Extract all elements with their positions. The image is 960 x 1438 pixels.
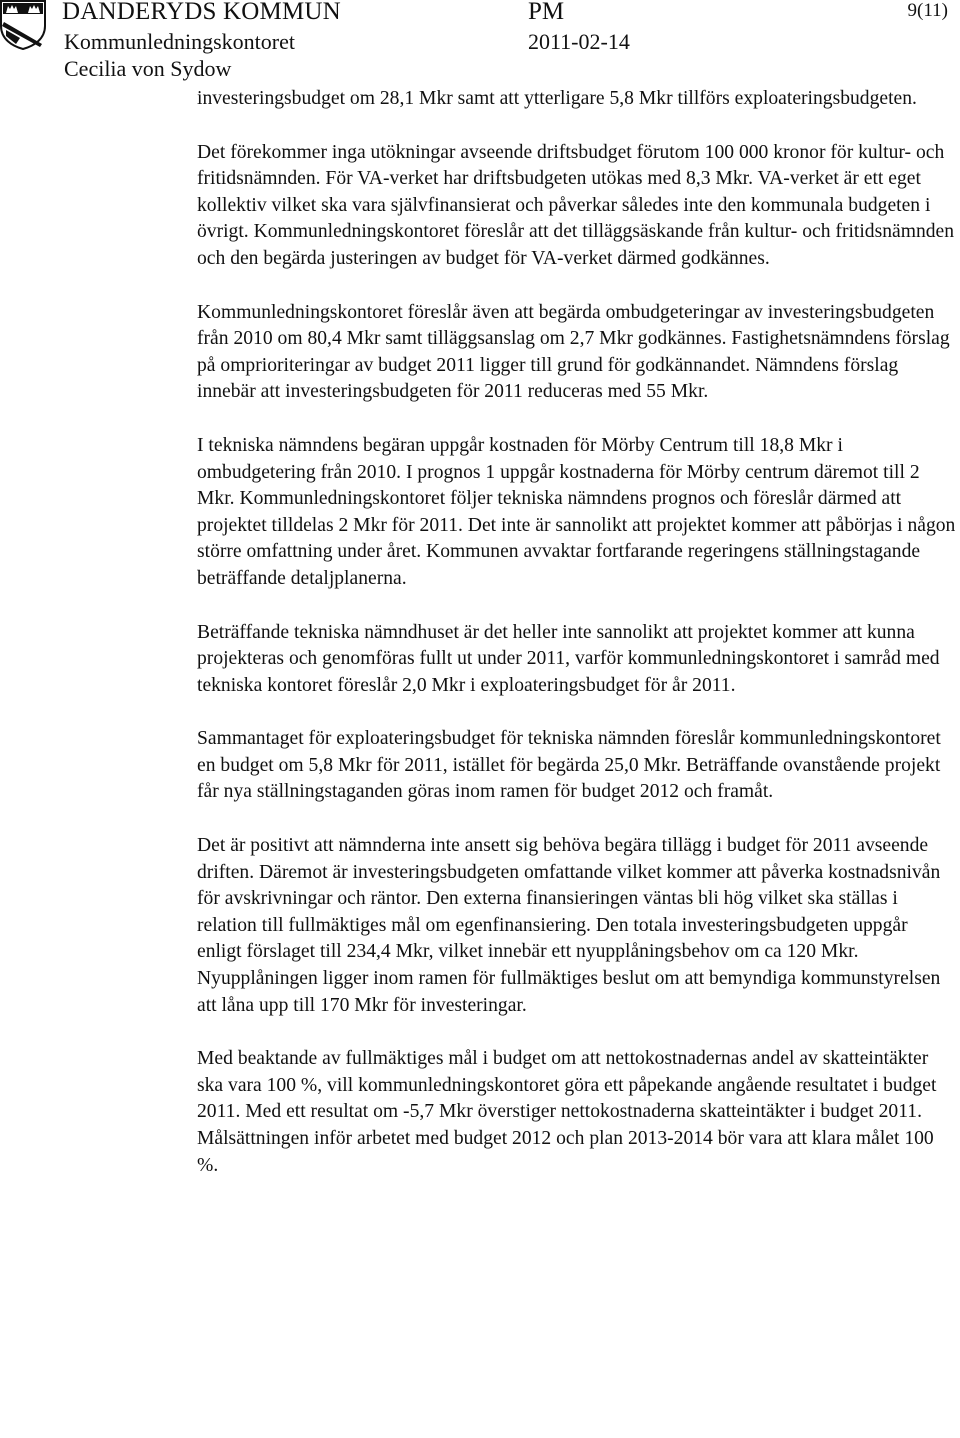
office-name: Kommunledningskontoret [64, 29, 295, 54]
document-header [0, 0, 960, 80]
paragraph: Det förekommer inga utökningar avseende driftsbudget förutom 100 000 kronor för kultur- och fritidsnämnden. För VA-verket har driftsbudgeten utökas med 8,3 Mkr. VA-verket är ett eget kollektiv vilket ska vara självfinansierat och påverkar således inte den kommunala budgeten i övrigt. Kommunledningskontoret föreslår att det tilläggsäskande från kultur- och fritidsnämnden och den begärda justeringen av budget för VA-verket därmed godkännes. [197, 141, 955, 269]
paragraph: Det är positivt att nämnderna inte ansett sig behöva begära tillägg i budget för 2011 avseende driften. Däremot är investeringsbudgeten omfattande vilket kommer att påverka kostnadsnivån för avskrivningar och räntor. Den externa finansieringen väntas bli hög vilket ska ställas i relation till fullmäktiges mål om egenfinansiering. Den totala investeringsbudgeten uppgår enligt förslaget till 234,4 Mkr, vilket innebär ett nyupplåningsbehov om ca 120 Mkr. Nyupplåningen ligger inom ramen för fullmäktiges beslut om att bemyndiga kommunstyrelsen att låna upp till 170 Mkr för investeringar. [197, 835, 941, 1016]
document-date: 2011-02-14 [528, 29, 630, 54]
organization-name: DANDERYDS KOMMUN [62, 0, 341, 25]
paragraph: Kommunledningskontoret föreslår även att begärda ombudgeteringar av investeringsbudgeten från 2010 om 80,4 Mkr samt tilläggsanslag om 2,7 Mkr godkännes. Fastighetsnämndens förslag på omprioriteringar av budget 2011 ligger till grund för godkännandet. Nämndens förslag innebär att investeringsbudgeten för 2011 reduceras med 55 Mkr. [197, 301, 950, 403]
author-name: Cecilia von Sydow [64, 56, 232, 81]
document-body [197, 86, 957, 1179]
document-type: PM [528, 0, 565, 25]
paragraph: I tekniska nämndens begäran uppgår kostnaden för Mörby Centrum till 18,8 Mkr i ombudgetering från 2010. I prognos 1 uppgår kostnaderna för Mörby centrum däremot till 2 Mkr. Kommunledningskontoret följer tekniska nämndens prognos och föreslår därmed att projektet tilldelas 2 Mkr för 2011. Det inte är sannolikt att projektet kommer att påbörjas i någon större omfattning under året. Kommunen avvaktar fortfarande regeringens ställningstagande beträffande detaljplanerna. [197, 434, 956, 589]
municipal-crest-icon [0, 0, 46, 50]
page-number: 9(11) [907, 0, 948, 21]
paragraph: Sammantaget för exploateringsbudget för tekniska nämnden föreslår kommunledningskontoret en budget om 5,8 Mkr för 2011, istället för begärda 25,0 Mkr. Beträffande ovanstående projekt får nya ställningstaganden göras inom ramen för budget 2012 och framåt. [197, 728, 941, 803]
paragraph: investeringsbudget om 28,1 Mkr samt att ytterligare 5,8 Mkr tillförs exploateringsbudgeten. [197, 88, 917, 109]
paragraph: Beträffande tekniska nämndhuset är det heller inte sannolikt att projektet kommer att kunna projekteras och genomföras fullt ut under 2011, varför kommunledningskontoret i samråd med tekniska kontoret föreslår 2,0 Mkr i exploateringsbudget för år 2011. [197, 621, 940, 696]
paragraph: Med beaktande av fullmäktiges mål i budget om att nettokostnadernas andel av skatteintäkter ska vara 100 %, vill kommunledningskontoret göra ett påpekande angående resultatet i budget 2011. Med ett resultat om -5,7 Mkr överstiger nettokostnaderna skatteintäkter i budget 2011. Målsättningen inför arbetet med budget 2012 och plan 2013-2014 bör vara att klara målet 100 %. [197, 1048, 937, 1176]
